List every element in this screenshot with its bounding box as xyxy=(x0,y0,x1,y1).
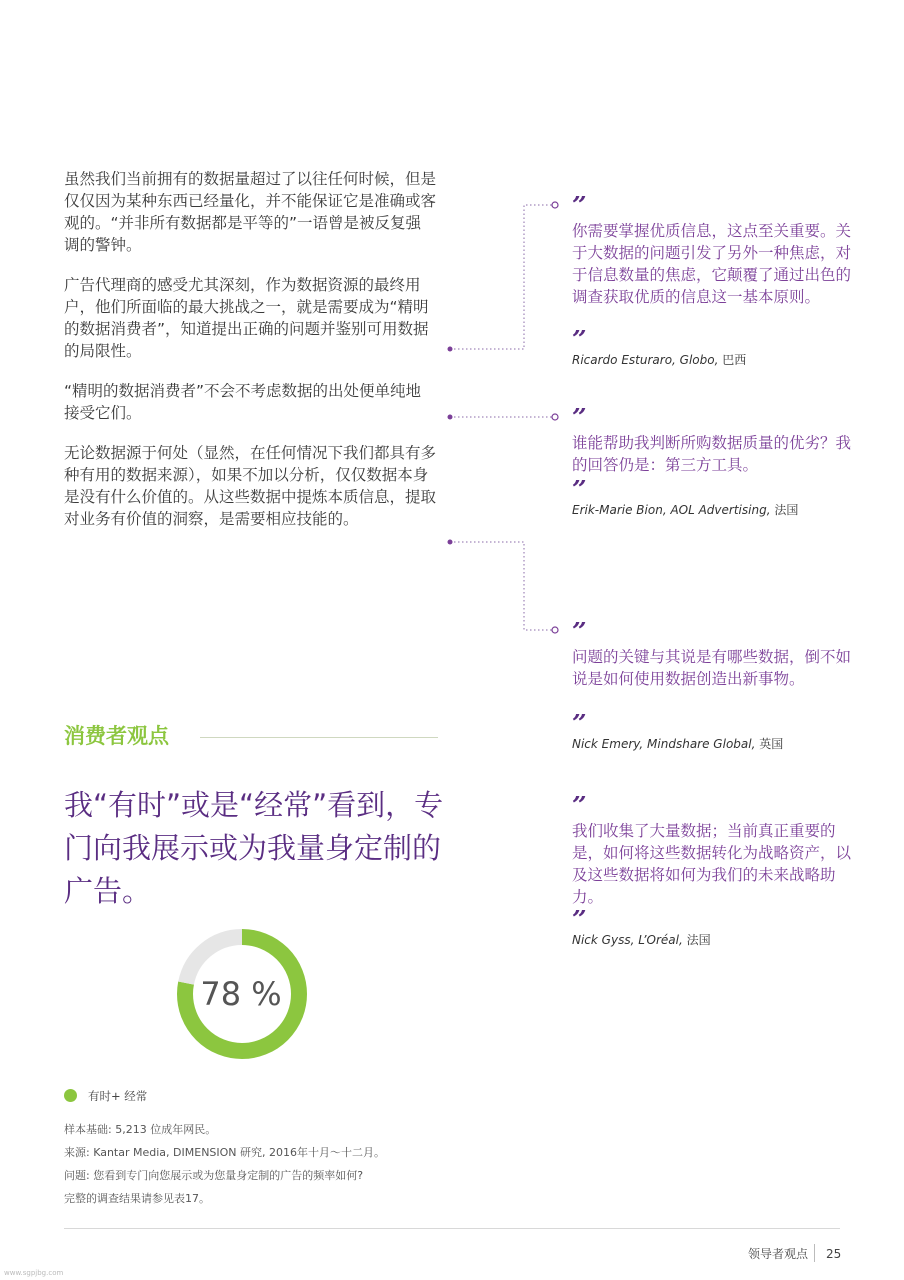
body-paragraph-3: “精明的数据消费者”不会不考虑数据的出处便单纯地接受它们。 xyxy=(64,382,422,422)
quote-author-1 xyxy=(572,352,872,368)
footer-divider xyxy=(64,1228,840,1229)
note-reference: 完整的调查结果请参见表17。 xyxy=(64,1192,210,1205)
author-country: 英国 xyxy=(759,737,784,751)
watermark-text: www.sgpjbg.com xyxy=(4,1269,64,1277)
author-country: 巴西 xyxy=(722,353,747,367)
quote-open-mark: ” xyxy=(572,408,587,424)
section-title: 消费者观点 xyxy=(64,724,169,748)
footer-separator xyxy=(814,1244,815,1262)
author-name: Nick Gyss, L’Oréal, xyxy=(572,933,683,947)
body-paragraph-1: 虽然我们当前拥有的数据量超过了以往任何时候，但是仅仅因为某种东西已经量化，并不能保证它是准确或客观的。“并非所有数据都是平等的”一语曾是被反复强调的警钟。 xyxy=(64,170,437,254)
quote-open-mark: ” xyxy=(572,196,587,212)
author-name: Ricardo Esturaro, Globo, xyxy=(572,353,719,367)
quote-text-2: 谁能帮助我判断所购数据质量的优劣？我的回答仍是：第三方工具。 xyxy=(572,434,852,474)
quote-open-mark: ” xyxy=(572,622,587,638)
author-name: Nick Emery, Mindshare Global, xyxy=(572,737,756,751)
connector-dot-start xyxy=(448,415,453,420)
quote-close-mark: ” xyxy=(572,714,587,730)
legend-swatch xyxy=(64,1089,77,1102)
quote-text-4: 我们收集了大量数据；当前真正重要的是，如何将这些数据转化为战略资产，以及这些数据将如何为我们的未来战略助力。 xyxy=(572,822,852,906)
author-country: 法国 xyxy=(686,933,711,947)
connector-dot-start xyxy=(448,347,453,352)
quote-author-2 xyxy=(572,502,872,518)
author-country: 法国 xyxy=(774,503,799,517)
body-paragraph-2: 广告代理商的感受尤其深刻，作为数据资源的最终用户，他们所面临的最大挑战之一，就是需要成为“精明的数据消费者”，知道提出正确的问题并鉴别可用数据的局限性。 xyxy=(64,276,429,360)
headline: 我“有时”或是“经常”看到，专门向我展示或为我量身定制的广告。 xyxy=(64,788,444,908)
connector-dot-end xyxy=(552,202,558,208)
footer-section-label: 领导者观点 xyxy=(747,1247,808,1261)
quote-author-3 xyxy=(572,736,872,752)
donut-center-label: 78 % xyxy=(200,975,282,1013)
connector-dot-end xyxy=(552,414,558,420)
note-sample: 样本基础: 5,213 位成年网民。 xyxy=(64,1123,217,1136)
legend-label: 有时+ 经常 xyxy=(88,1089,148,1103)
quote-close-mark: ” xyxy=(572,330,587,346)
section-divider xyxy=(200,737,438,738)
quote-close-mark: ” xyxy=(572,480,587,496)
quote-text-3: 问题的关键与其说是有哪些数据，倒不如说是如何使用数据创造出新事物。 xyxy=(572,648,852,688)
quote-open-mark: ” xyxy=(572,796,587,812)
quote-text-1: 你需要掌握优质信息，这点至关重要。关于大数据的问题引发了另外一种焦虑，对于信息数量的焦虑，它颠覆了通过出色的调查获取优质的信息这一基本原则。 xyxy=(572,222,852,306)
author-name: Erik-Marie Bion, AOL Advertising, xyxy=(572,503,771,517)
connector-dot-start xyxy=(448,540,453,545)
page-number: 25 xyxy=(826,1247,842,1261)
quote-close-mark: ” xyxy=(572,910,587,926)
note-source: 来源: Kantar Media, DIMENSION 研究, 2016年十月～十二月。 xyxy=(64,1146,386,1159)
body-paragraph-4: 无论数据源于何处（显然，在任何情况下我们都具有多种有用的数据来源），如果不加以分析，仅仅数据本身是没有什么价值的。从这些数据中提炼本质信息，提取对业务有价值的洞察，是需要相应技能的。 xyxy=(64,444,437,528)
quote-author-4 xyxy=(572,932,872,948)
note-question: 问题: 您看到专门向您展示或为您量身定制的广告的频率如何? xyxy=(64,1169,364,1182)
connector-dot-end xyxy=(552,627,558,633)
source-notes xyxy=(64,1118,385,1210)
